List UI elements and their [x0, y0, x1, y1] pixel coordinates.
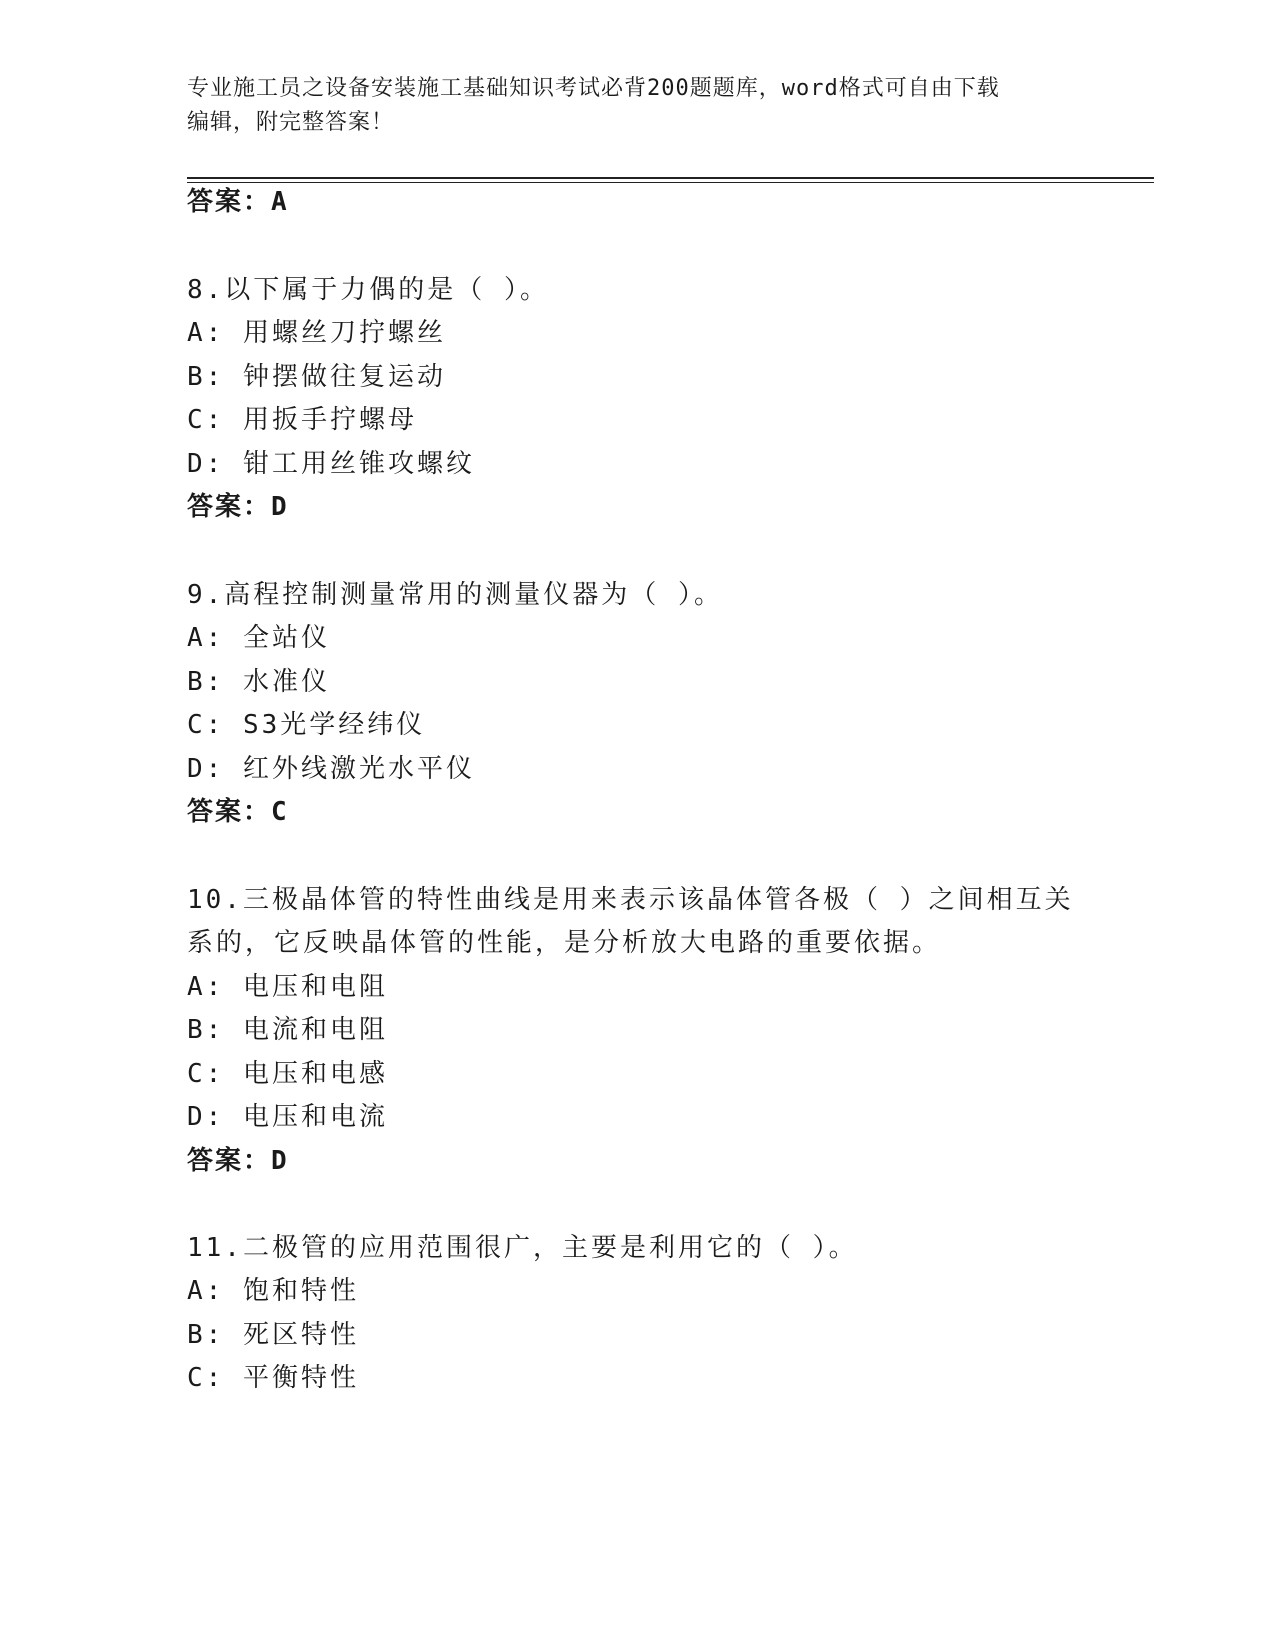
header-divider-thick	[187, 177, 1154, 179]
answer-q8: 答案：D	[187, 492, 289, 522]
question-9-stem: 9.高程控制测量常用的测量仪器为（ ）。	[187, 580, 723, 610]
question-8-option-d: D: 钳工用丝锥攻螺纹	[187, 449, 475, 479]
question-8-stem: 8.以下属于力偶的是（ ）。	[187, 275, 549, 305]
question-8-option-b: B: 钟摆做往复运动	[187, 362, 446, 392]
question-9-option-d: D: 红外线激光水平仪	[187, 754, 475, 784]
question-10-stem-line-1: 10.三极晶体管的特性曲线是用来表示该晶体管各极（ ）之间相互关	[187, 885, 1074, 915]
question-10-option-b: B: 电流和电阻	[187, 1015, 388, 1045]
question-10-option-d: D: 电压和电流	[187, 1102, 388, 1132]
question-8-option-a: A: 用螺丝刀拧螺丝	[187, 318, 446, 348]
question-11-stem: 11.二极管的应用范围很广，主要是利用它的（ ）。	[187, 1233, 858, 1263]
question-9-option-b: B: 水准仪	[187, 667, 330, 697]
question-9-option-a: A: 全站仪	[187, 623, 330, 653]
question-11-option-b: B: 死区特性	[187, 1320, 359, 1350]
answer-q9: 答案：C	[187, 797, 289, 827]
header-title-line-2: 编辑，附完整答案！	[187, 110, 395, 135]
header-divider-thin	[187, 182, 1154, 183]
answer-q10: 答案：D	[187, 1146, 289, 1176]
question-10-option-c: C: 电压和电感	[187, 1059, 388, 1089]
document-header	[187, 72, 1067, 140]
question-10-option-a: A: 电压和电阻	[187, 972, 388, 1002]
question-11-option-a: A: 饱和特性	[187, 1276, 359, 1306]
question-11-option-c: C: 平衡特性	[187, 1363, 359, 1393]
answer-q7: 答案：A	[187, 187, 289, 217]
question-8-option-c: C: 用扳手拧螺母	[187, 405, 417, 435]
question-10-stem-line-2: 系的，它反映晶体管的性能，是分析放大电路的重要依据。	[187, 928, 942, 958]
header-title-line-1: 专业施工员之设备安装施工基础知识考试必背200题题库，word格式可自由下载	[187, 76, 1000, 101]
question-9-option-c: C: S3光学经纬仪	[187, 710, 426, 740]
